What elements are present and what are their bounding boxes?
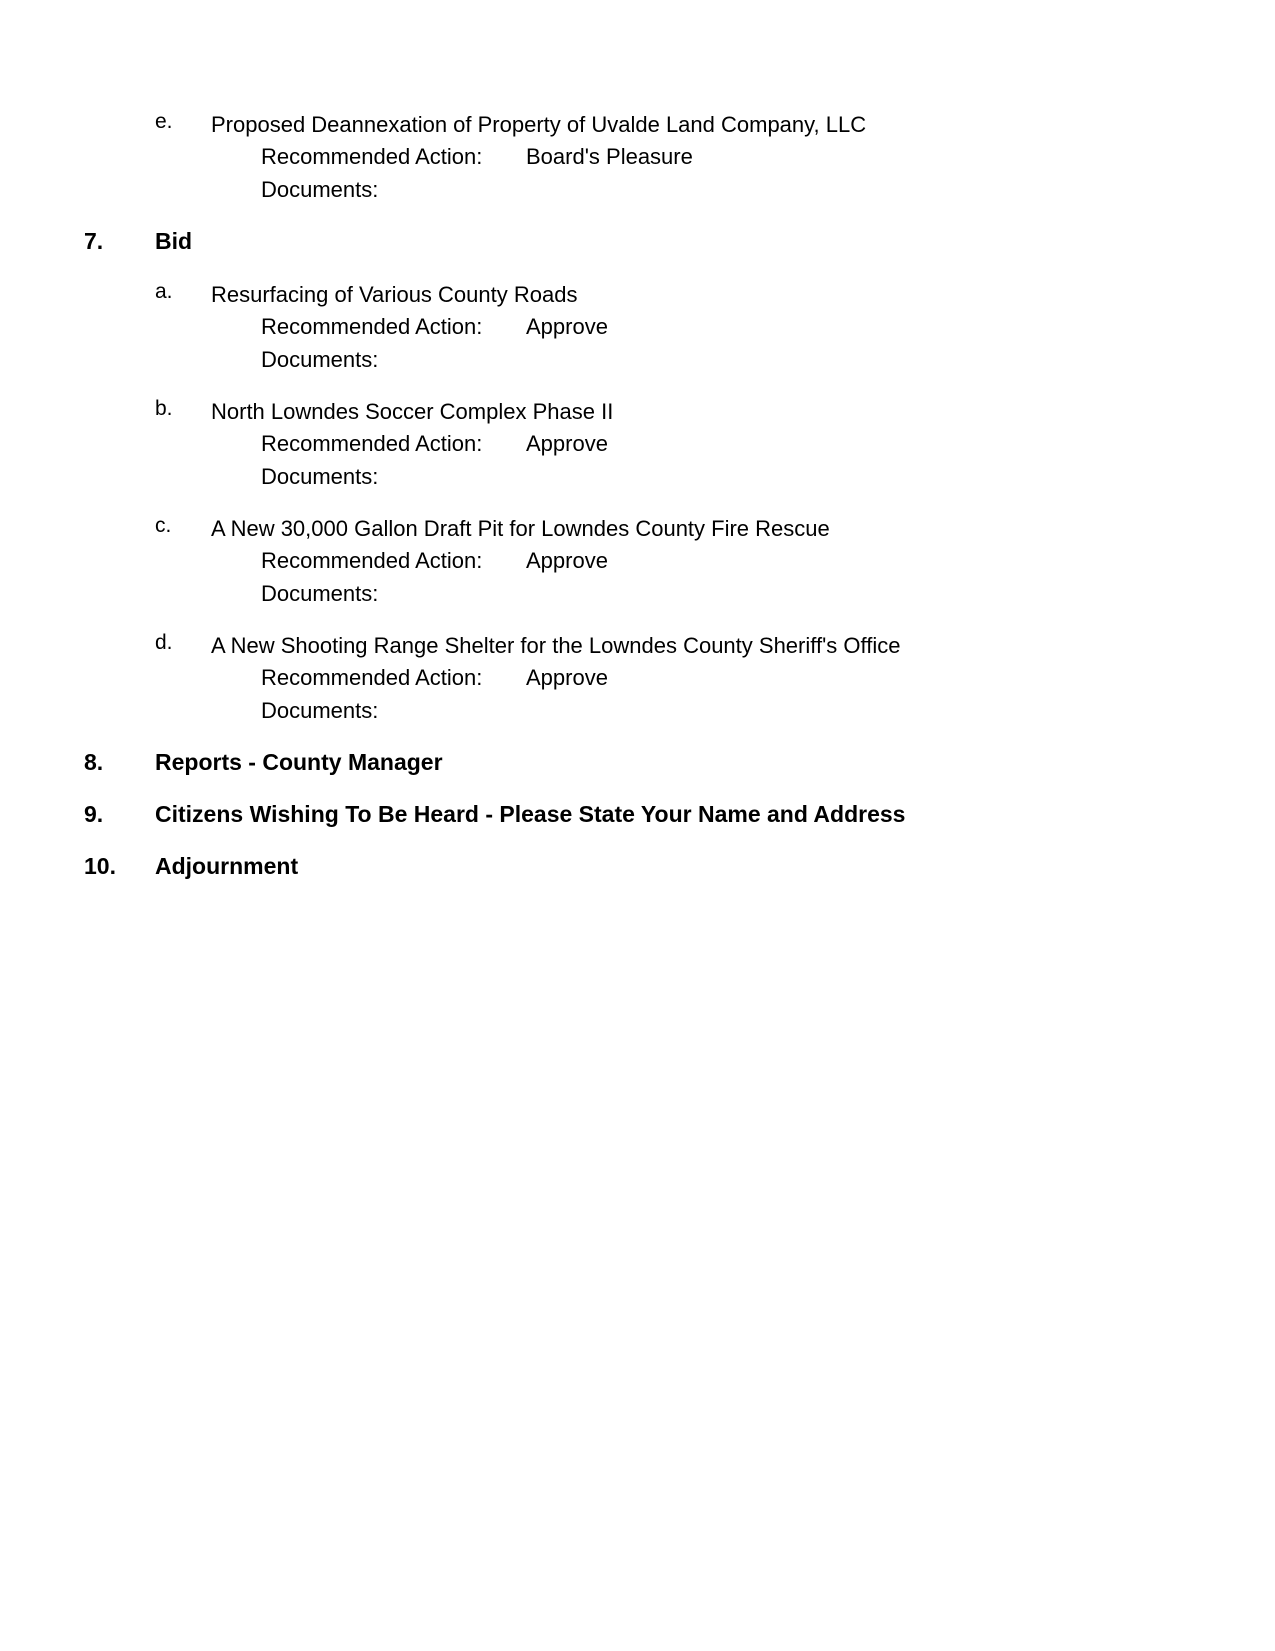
recommended-action-label: Recommended Action: bbox=[261, 665, 483, 690]
documents-label: Documents: bbox=[261, 347, 379, 372]
recommended-action-value: Approve bbox=[526, 431, 608, 456]
item-title: A New 30,000 Gallon Draft Pit for Lowndes County Fire Rescue bbox=[211, 516, 830, 541]
item-letter: c. bbox=[155, 514, 172, 537]
item-letter: a. bbox=[155, 280, 173, 303]
item-title: North Lowndes Soccer Complex Phase II bbox=[211, 399, 614, 424]
item-title: Resurfacing of Various County Roads bbox=[211, 282, 578, 307]
documents-label: Documents: bbox=[261, 581, 379, 606]
item-title: Proposed Deannexation of Property of Uvalde Land Company, LLC bbox=[211, 112, 867, 137]
section-number: 10. bbox=[84, 853, 116, 879]
item-letter: b. bbox=[155, 397, 173, 420]
section-number: 8. bbox=[84, 749, 104, 775]
recommended-action-label: Recommended Action: bbox=[261, 548, 483, 573]
recommended-action-value: Approve bbox=[526, 314, 608, 339]
item-letter: e. bbox=[155, 110, 173, 133]
section-title: Adjournment bbox=[155, 853, 299, 879]
recommended-action-label: Recommended Action: bbox=[261, 144, 483, 169]
recommended-action-label: Recommended Action: bbox=[261, 314, 483, 339]
section-number: 7. bbox=[84, 228, 104, 254]
recommended-action-value: Board's Pleasure bbox=[526, 144, 693, 169]
section-title: Citizens Wishing To Be Heard - Please State Your Name and Address bbox=[155, 801, 906, 827]
documents-label: Documents: bbox=[261, 177, 379, 202]
item-letter: d. bbox=[155, 631, 173, 654]
documents-label: Documents: bbox=[261, 698, 379, 723]
section-number: 9. bbox=[84, 801, 104, 827]
recommended-action-value: Approve bbox=[526, 548, 608, 573]
recommended-action-label: Recommended Action: bbox=[261, 431, 483, 456]
item-title: A New Shooting Range Shelter for the Lowndes County Sheriff's Office bbox=[211, 633, 901, 658]
documents-label: Documents: bbox=[261, 464, 379, 489]
section-title: Bid bbox=[155, 228, 193, 254]
section-title: Reports - County Manager bbox=[155, 749, 443, 775]
recommended-action-value: Approve bbox=[526, 665, 608, 690]
